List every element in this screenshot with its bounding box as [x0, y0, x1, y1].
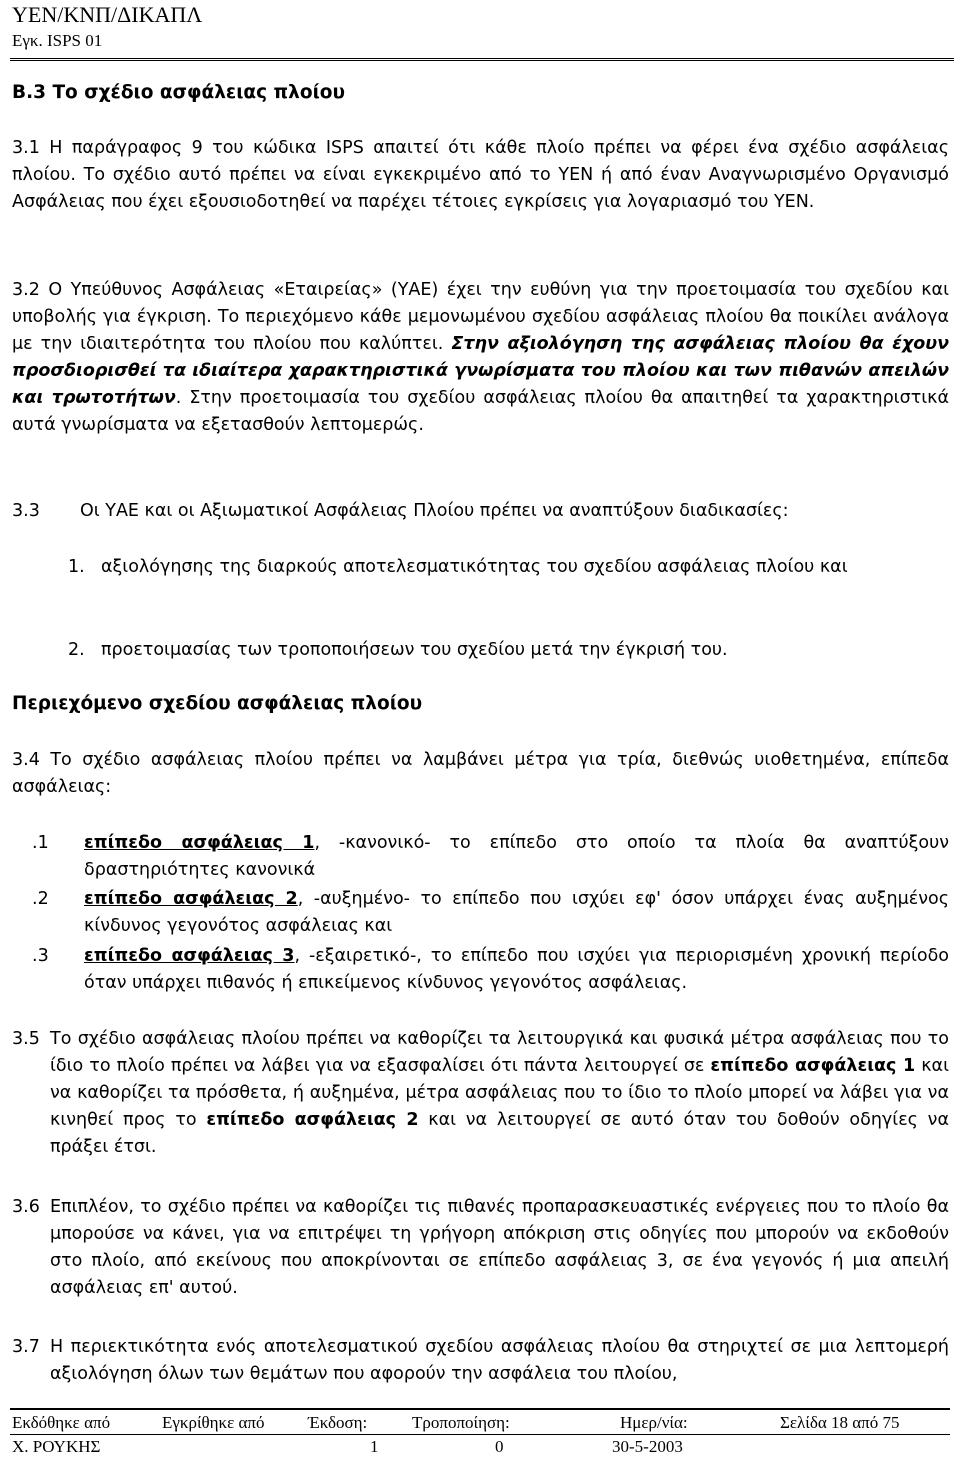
paragraph-number: 3.6 — [12, 1197, 40, 1217]
paragraph-3-4: 3.4 Το σχέδιο ασφάλειας πλοίου πρέπει να λαμβάνει μέτρα για τρία, διεθνώς υιοθετημένα, επίπεδα ασφάλειας: — [12, 750, 949, 797]
footer-rule — [10, 1434, 950, 1435]
footer-value-edition: 1 — [370, 1437, 379, 1456]
security-level-item — [12, 886, 949, 940]
level-number: .1 — [32, 833, 49, 853]
paragraph-3-5-text-end: και να λειτουργεί σε αυτό όταν του δοθούν οδηγίες να πράξει έτσι. — [50, 1110, 949, 1157]
footer-label-issued-by: Εκδόθηκε από — [12, 1413, 111, 1432]
paragraph-3-5-level-2: επίπεδο ασφάλειας 2 — [206, 1110, 419, 1130]
list-item — [68, 637, 949, 664]
content-subheading: Περιεχόμενο σχεδίου ασφάλειας πλοίου — [12, 693, 423, 714]
security-level-item — [12, 830, 949, 884]
paragraph-3-5-text-mid: και να καθορίζει τα πρόσθετα, ή αυξημένα, μέτρα ασφάλειας που το ίδιο το πλοίο μπορεί να λάβει για να κινηθεί προς το — [50, 1056, 949, 1130]
level-number: .2 — [32, 889, 49, 909]
list-item — [68, 554, 949, 581]
list-item-number: 2. — [68, 640, 85, 660]
paragraph-3-6-text: Επιπλέον, το σχέδιο πρέπει να καθορίζει τις πιθανές προπαρασκευαστικές ενέργειες που το πλοίο θα μπορούσε να κάνει, για να επιτρέψει τη γρήγορη απόκριση στις οδηγίες που μπορούν να εκδοθούν στο πλοίο, από εκείνους που αποκρίνονται σε επίπεδο ασφάλειας 3, σε ένα γεγονός ή μια απειλή ασφάλειας επ' αυτού. — [50, 1197, 949, 1298]
level-term: επίπεδο ασφάλειας 2 — [84, 889, 298, 909]
list-item-text: αξιολόγησης της διαρκούς αποτελεσματικότητας του σχεδίου ασφάλειας πλοίου και — [101, 557, 848, 577]
paragraph-3-6 — [12, 1194, 949, 1302]
paragraph-3-5-text: Το σχέδιο ασφάλειας πλοίου πρέπει να καθορίζει τα λειτουργικά και φυσικά μέτρα ασφάλειας που το ίδιο το πλοίο πρέπει να λάβει για να εξασφαλίσει ότι πάντα λειτουργεί σε — [50, 1029, 949, 1076]
level-term: επίπεδο ασφάλειας 3 — [84, 946, 295, 966]
security-level-item — [12, 943, 949, 997]
footer-label-edition: Έκδοση: — [308, 1413, 368, 1432]
level-description: , -εξαιρετικό-, το επίπεδο που ισχύει για περιορισμένη χρονική περίοδο όταν υπάρχει πιθανός ή επικείμενος κίνδυνος γεγονότος ασφάλειας. — [84, 946, 949, 993]
header-code: ΥΕΝ/ΚΝΠ/ΔΙΚΑΠΛ — [12, 2, 203, 27]
footer-label-approved-by: Εγκρίθηκε από — [162, 1413, 265, 1432]
paragraph-number: 3.5 — [12, 1029, 40, 1049]
footer-label-date: Ημερ/νία: — [620, 1413, 688, 1432]
footer-label-revision: Τροποποίηση: — [412, 1413, 510, 1432]
header-rule — [10, 58, 954, 61]
section-title: Β.3 Το σχέδιο ασφάλειας πλοίου — [12, 82, 346, 103]
paragraph-3-5-level-1: επίπεδο ασφάλειας 1 — [710, 1056, 916, 1076]
footer-value-revision: 0 — [495, 1437, 504, 1456]
paragraph-number: 3.3 — [12, 501, 40, 521]
paragraph-3-2 — [12, 277, 949, 439]
paragraph-3-3 — [12, 498, 949, 525]
level-number: .3 — [32, 946, 49, 966]
list-item-text: προετοιμασίας των τροποποιήσεων του σχεδίου μετά την έγκρισή του. — [101, 640, 728, 660]
footer-rule — [10, 1408, 950, 1410]
level-description: , -αυξημένο- το επίπεδο που ισχύει εφ' όσον υπάρχει ένας αυξημένος κίνδυνος γεγονότος ασφάλειας και — [84, 889, 949, 936]
paragraph-3-7-text: Η περιεκτικότητα ενός αποτελεσματικού σχεδίου ασφάλειας πλοίου θα στηριχτεί σε μια λεπτομερή αξιολόγηση όλων των θεμάτων που αφορούν την ασφάλεια του πλοίου, — [50, 1337, 949, 1384]
footer-page-number: Σελίδα 18 από 75 — [780, 1413, 900, 1432]
paragraph-3-1: 3.1 Η παράγραφος 9 του κώδικα ISPS απαιτεί ότι κάθε πλοίο πρέπει να φέρει ένα σχέδιο ασφάλειας πλοίου. Το σχέδιο αυτό πρέπει να είναι εγκεκριμένο από το ΥΕΝ ή από έναν Αναγνωρισμένο Οργανισμό Ασφάλειας που έχει εξουσιοδοτηθεί να παρέχει τέτοιες εγκρίσεις για λογαριασμό του ΥΕΝ. — [12, 138, 949, 212]
paragraph-number: 3.7 — [12, 1337, 40, 1357]
paragraph-3-2-emphasis: Στην αξιολόγηση της ασφάλειας πλοίου θα έχουν προσδιορισθεί τα ιδιαίτερα χαρακτηριστικά γνωρίσματα του πλοίου και των πιθανών απειλών και τρωτοτήτων — [12, 334, 950, 408]
level-description: , -κανονικό- το επίπεδο στο οποίο τα πλοία θα αναπτύξουν δραστηριότητες κανονικά — [84, 833, 949, 880]
paragraph-3-2-text-end: . Στην προετοιμασία του σχεδίου ασφάλειας πλοίου θα απαιτηθεί τα χαρακτηριστικά αυτά γνωρίσματα να εξετασθούν λεπτομερώς. — [12, 388, 949, 435]
paragraph-3-3-text: Οι ΥΑΕ και οι Αξιωματικοί Ασφάλειας Πλοίου πρέπει να αναπτύξουν διαδικασίες: — [80, 501, 789, 521]
level-term: επίπεδο ασφάλειας 1 — [84, 833, 315, 853]
footer-value-issued-by: Χ. ΡΟΥΚΗΣ — [12, 1437, 101, 1456]
footer-value-date: 30-5-2003 — [612, 1437, 683, 1456]
paragraph-3-5 — [12, 1026, 949, 1161]
list-item-number: 1. — [68, 557, 85, 577]
paragraph-3-7 — [12, 1334, 949, 1388]
header-circular: Εγκ. ISPS 01 — [12, 31, 103, 50]
paragraph-3-2-text: 3.2 Ο Υπεύθυνος Ασφάλειας «Εταιρείας» (ΥΑΕ) έχει την ευθύνη για την προετοιμασία του σχεδίου και υποβολής για έγκριση. Το περιεχόμενο κάθε μεμονωμένου σχεδίου ασφάλειας πλοίου θα ποικίλει ανάλογα με την ιδιαιτερότητα του πλοίου που καλύπτει. — [12, 280, 949, 354]
